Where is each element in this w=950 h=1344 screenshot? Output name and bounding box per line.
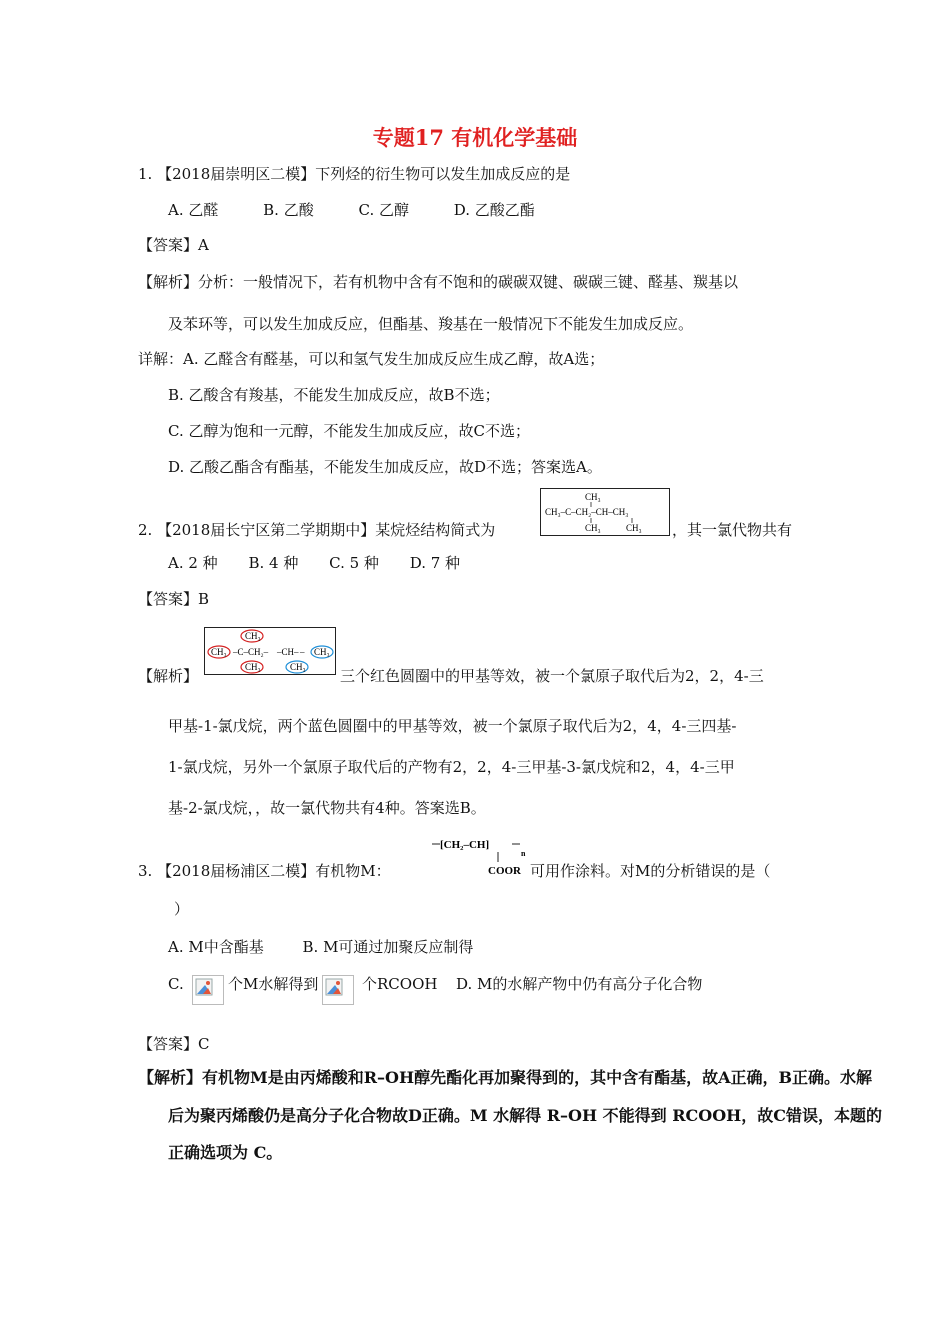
q3-polymer-side: COOR [488,865,521,877]
broken-image-icon [192,975,224,1005]
q3-answer: 【答案】C [138,1035,210,1053]
q2-circled-top: CH₃ [245,631,261,641]
svg-text:–: – [300,647,305,657]
q2-stem: 2. 【2018届长宁区第二学期期中】某烷烃结构简式为 [138,521,496,539]
q2-structure-figure [540,488,670,536]
q3-polymer-chain: [CH₂–CH] [440,839,490,851]
q2-option-d: D. 7 种 [409,554,461,572]
q2-circled-left: CH₃ [211,647,227,657]
q2-analysis-label: 【解析】 [138,667,199,685]
q3-analysis-line2: 后为聚丙烯酸仍是高分子化合物故D正确。M 水解得 R–OH 不能得到 RCOOH，故C错误，本题的 [168,1106,882,1125]
q1-option-d: D. 乙酸乙酯 [453,201,535,219]
q1-answer: 【答案】A [138,236,209,254]
q2-option-c: C. 5 种 [329,554,379,572]
q3-option-c-mid: 个M水解得到 [228,975,319,993]
q2-formula-main: CH₃–C–CH₂–CH–CH₃ [545,507,629,517]
q1-detail-a: 详解：A. 乙醛含有醛基，可以和氢气发生加成反应生成乙醇，故A选； [138,350,605,368]
q2-option-b: B. 4 种 [248,554,299,572]
q1-detail-c: C. 乙醇为饱和一元醇，不能发生加成反应，故C不选； [168,422,530,440]
q2-answer: 【答案】B [138,590,210,608]
q3-option-c-label: C. [168,975,184,993]
q2-analysis-line2: 甲基-1-氯戊烷，两个蓝色圆圈中的甲基等效，被一个氯原子取代后为2，4，4-三四基- [168,717,737,735]
q1-options [168,200,575,220]
q3-stem: 3. 【2018届杨浦区二模】有机物M： [138,862,391,880]
q1-analysis-line1: 【解析】分析：一般情况下，若有机物中含有不饱和的碳碳双键、碳碳三键、醛基、羰基以 [138,273,739,291]
q3-polymer-formula [432,834,530,878]
q2-analysis-line4: 基-2-氯戊烷，，故一氯代物共有4种。答案选B。 [168,799,486,817]
q3-analysis-line3: 正确选项为 C。 [168,1143,283,1162]
q1-analysis-line2: 及苯环等，可以发生加成反应，但酯基、羧基在一般情况下不能发生加成反应。 [168,315,694,333]
q3-analysis-line1: 【解析】有机物M是由丙烯酸和R–OH醇先酯化再加聚得到的，其中含有酯基，故A正确，B正确。水解 [138,1068,873,1087]
q2-circled-bottom-right: CH₃ [290,662,306,672]
q3-option-a: A. M中含酯基 [168,938,264,956]
q3-stem-close: ） [174,900,190,918]
q3-polymer-n: n [521,849,526,858]
q2-option-a: A. 2 种 [168,554,218,572]
q1-detail-b: B. 乙酸含有羧基，不能发生加成反应，故B不选； [168,386,500,404]
svg-text:–CH–: –CH– [277,647,299,657]
q2-circled-structure-figure [204,627,336,675]
q1-option-c: C. 乙醇 [358,201,409,219]
q2-circled-right: CH₃ [314,647,330,657]
q1-stem: 1. 【2018届崇明区二模】下列烃的衍生物可以发生加成反应的是 [138,165,571,183]
q2-formula-top: CH₃ [585,492,601,502]
q2-analysis-line1: 三个红色圆圈中的甲基等效，被一个氯原子取代后为2，2，4-三 [340,667,764,685]
q3-options-ab [168,937,513,957]
page-title: 专题17 有机化学基础 [372,125,578,150]
q1-detail-d: D. 乙酸乙酯含有酯基，不能发生加成反应，故D不选；答案选A。 [168,458,602,476]
q1-option-b: B. 乙酸 [263,201,314,219]
q2-stem-suffix: ，其一氯代物共有 [672,521,793,539]
q3-option-d: D. M的水解产物中仍有高分子化合物 [456,975,703,993]
q2-options [168,553,486,573]
q3-option-b: B. M可通过加聚反应制得 [302,938,474,956]
broken-image-icon [322,975,354,1005]
q2-formula-bottom-left: CH₃ [585,523,601,533]
q3-option-c-suffix: 个RCOOH [362,975,438,993]
q2-circled-main: –C–CH₂– [233,647,269,657]
q2-circled-bottom-left: CH₃ [245,662,261,672]
q3-stem-suffix: 可用作涂料。对M的分析错误的是（ [530,862,771,880]
q1-option-a: A. 乙醛 [168,201,219,219]
q2-analysis-line3: 1-氯戊烷，另外一个氯原子取代后的产物有2，2，4-三甲基-3-氯戊烷和2，4，4-三甲 [168,758,735,776]
q2-formula-bottom-right: CH₃ [626,523,642,533]
